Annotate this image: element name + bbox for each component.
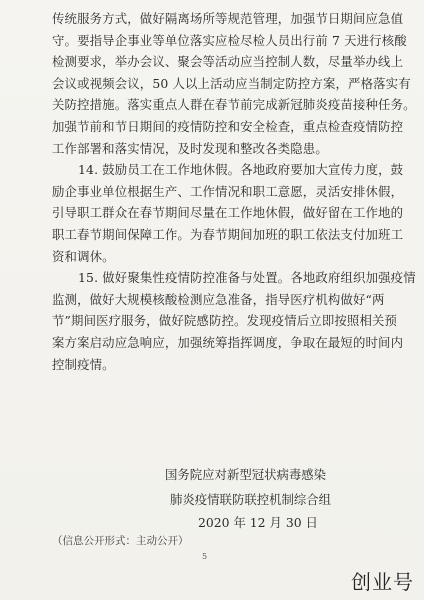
text-line: 励企事业单位根据生产、工作情况和职工意愿，灵活安排休假， xyxy=(52,183,404,199)
issue-date: 2020 年 12 月 30 日 xyxy=(198,515,318,530)
text-line: 关防控措施。落实重点人群在春节前完成新冠肺炎疫苗接种任务。 xyxy=(52,97,416,113)
text-line: 案方案启动应急响应，加强统筹指挥调度，争取在最短的时间内 xyxy=(52,334,404,350)
text-line: 控制疫情。 xyxy=(52,356,115,372)
text-line: 守。要指导企事业等单位落实应检尽检人员出行前 7 天进行核酸 xyxy=(52,32,407,48)
text-line: 引导职工群众在春节期间尽量在工作地休假，做好留在工作地的 xyxy=(52,205,404,221)
paragraph-14-heading-line: 14. 鼓励员工在工作地休假。各地政府要加大宣传力度，鼓 xyxy=(78,162,404,178)
text-line: 传统服务方式，做好隔离场所等规范管理，加强节日期间应急值 xyxy=(52,11,404,26)
text-line: 监测，做好大规模核酸检测应急准备，指导医疗机构做好“两 xyxy=(52,291,385,307)
issuer-line-1: 国务院应对新型冠状病毒感染 xyxy=(165,467,327,482)
text-line: 会议或视频会议，50 人以上活动应当制定防控方案，严格落实有 xyxy=(52,75,411,91)
text-line: 检测要求，举办会议、聚会等活动应当控制人数，尽量举办线上 xyxy=(52,54,404,70)
disclosure-note: （信息公开形式：主动公开） xyxy=(52,535,189,547)
watermark-text: 创业号 xyxy=(351,570,414,594)
page-number: 5 xyxy=(202,552,208,561)
issuer-line-2: 肺炎疫情联防联控机制综合组 xyxy=(170,492,332,507)
text-line: 资和调休。 xyxy=(52,248,115,264)
text-line: 加强节前和节日期间的疫情防控和安全检查，重点检查疫情防控 xyxy=(52,118,404,134)
body-text xyxy=(52,8,416,375)
text-line: 职工春节期间保障工作。为春节期间加班的职工依法支付加班工 xyxy=(52,226,404,242)
paragraph-15-heading-line: 15. 做好聚集性疫情防控准备与处置。各地政府组织加强疫情 xyxy=(78,270,416,286)
text-line: 工作部署和落实情况，及时发现和整改各类隐患。 xyxy=(52,140,328,156)
text-line: 节”期间医疗服务，做好院感防控。发现疫情后立即按照相关预 xyxy=(52,313,398,329)
